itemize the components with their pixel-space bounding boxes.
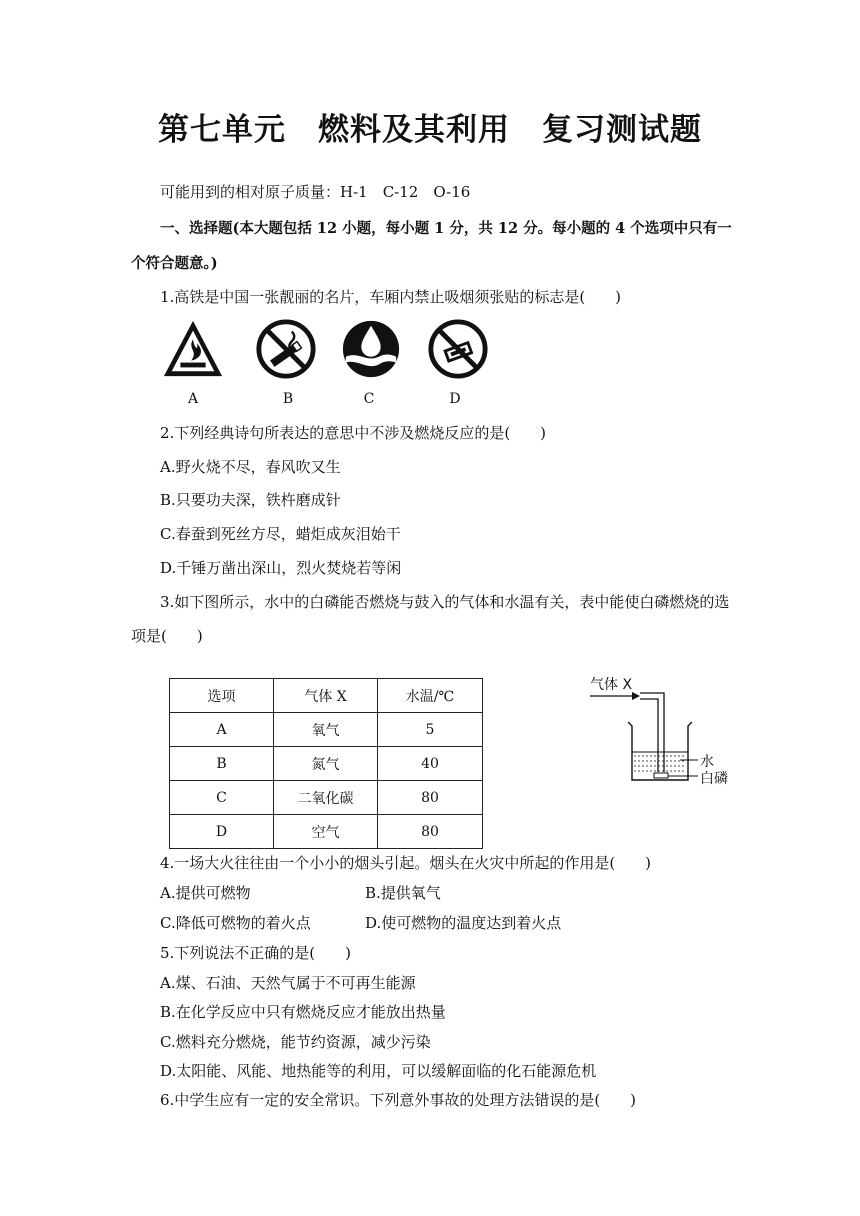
table-cell: 空气 bbox=[274, 815, 378, 849]
table-cell: A bbox=[170, 713, 274, 747]
water-label: 水 bbox=[700, 754, 714, 770]
no-matches-icon bbox=[427, 318, 489, 380]
table-row bbox=[170, 815, 483, 849]
q3-options-table bbox=[169, 678, 483, 849]
sign-label-d: D bbox=[449, 391, 461, 407]
q2-option-a: A.野火烧不尽，春风吹又生 bbox=[160, 458, 341, 476]
q5-stem: 5.下列说法不正确的是( ) bbox=[160, 944, 352, 962]
q5-option-d: D.太阳能、风能、地热能等的利用，可以缓解面临的化石能源危机 bbox=[160, 1062, 597, 1080]
q2-option-d: D.千锤万凿出深山，烈火焚烧若等闲 bbox=[160, 559, 402, 577]
table-cell: C bbox=[170, 781, 274, 815]
table-cell: B bbox=[170, 747, 274, 781]
sign-label-b: B bbox=[282, 391, 294, 407]
table-header-cell: 气体 X bbox=[274, 679, 378, 713]
q3-stem: 3.如下图所示，水中的白磷能否燃烧与鼓入的气体和水温有关，表中能使白磷燃烧的选 bbox=[160, 593, 730, 611]
q4-option-c: C.降低可燃物的着火点 bbox=[160, 914, 311, 932]
q2-stem: 2.下列经典诗句所表达的意思中不涉及燃烧反应的是( ) bbox=[160, 424, 547, 442]
q4-option-b: B.提供氧气 bbox=[365, 884, 441, 902]
table-row bbox=[170, 747, 483, 781]
white-phosphorus-label: 白磷 bbox=[700, 771, 728, 787]
q4-stem: 4.一场大火往往由一个小小的烟头引起。烟头在火灾中所起的作用是( ) bbox=[160, 854, 652, 872]
table-row bbox=[170, 781, 483, 815]
table-cell: 氮气 bbox=[274, 747, 378, 781]
table-header-cell: 选项 bbox=[170, 679, 274, 713]
table-row bbox=[170, 713, 483, 747]
q2-option-c: C.春蚕到死丝方尽，蜡炬成灰泪始干 bbox=[160, 525, 401, 543]
table-header-cell: 水温/℃ bbox=[378, 679, 483, 713]
q4-option-d: D.使可燃物的温度达到着火点 bbox=[365, 914, 562, 932]
sign-label-c: C bbox=[363, 391, 375, 407]
q6-stem: 6.中学生应有一定的安全常识。下列意外事故的处理方法错误的是( ) bbox=[160, 1091, 637, 1109]
table-cell: 二氧化碳 bbox=[274, 781, 378, 815]
table-header-row bbox=[170, 679, 483, 713]
q2-option-b: B.只要功夫深，铁杵磨成针 bbox=[160, 491, 341, 509]
sign-label-a: A bbox=[187, 391, 199, 407]
q5-option-c: C.燃料充分燃烧，能节约资源，减少污染 bbox=[160, 1033, 431, 1051]
q3-stem-cont: 项是( ) bbox=[131, 627, 203, 645]
table-cell: D bbox=[170, 815, 274, 849]
table-cell: 氧气 bbox=[274, 713, 378, 747]
gas-x-label: 气体 X bbox=[590, 677, 633, 693]
water-saving-icon bbox=[340, 318, 402, 380]
q1-stem: 1.高铁是中国一张靓丽的名片，车厢内禁止吸烟须张贴的标志是( ) bbox=[160, 288, 622, 306]
section1-header: 一、选择题(本大题包括 12 小题，每小题 1 分，共 12 分。每小题的 4 个选项中只有一 bbox=[160, 220, 732, 237]
section1-header-cont: 个符合题意。) bbox=[131, 255, 218, 272]
atomic-masses-note: 可能用到的相对原子质量：H-1 C-12 O-16 bbox=[160, 183, 471, 201]
table-cell: 80 bbox=[378, 815, 483, 849]
table-cell: 5 bbox=[378, 713, 483, 747]
flammable-warning-icon bbox=[162, 318, 224, 380]
no-smoking-icon bbox=[255, 318, 317, 380]
table-cell: 80 bbox=[378, 781, 483, 815]
table-cell: 40 bbox=[378, 747, 483, 781]
q5-option-b: B.在化学反应中只有燃烧反应才能放出热量 bbox=[160, 1003, 446, 1021]
q5-option-a: A.煤、石油、天然气属于不可再生能源 bbox=[160, 974, 416, 992]
page-title: 第七单元 燃料及其利用 复习测试题 bbox=[158, 112, 702, 148]
q3-apparatus-diagram bbox=[588, 676, 738, 792]
q4-option-a: A.提供可燃物 bbox=[160, 884, 251, 902]
